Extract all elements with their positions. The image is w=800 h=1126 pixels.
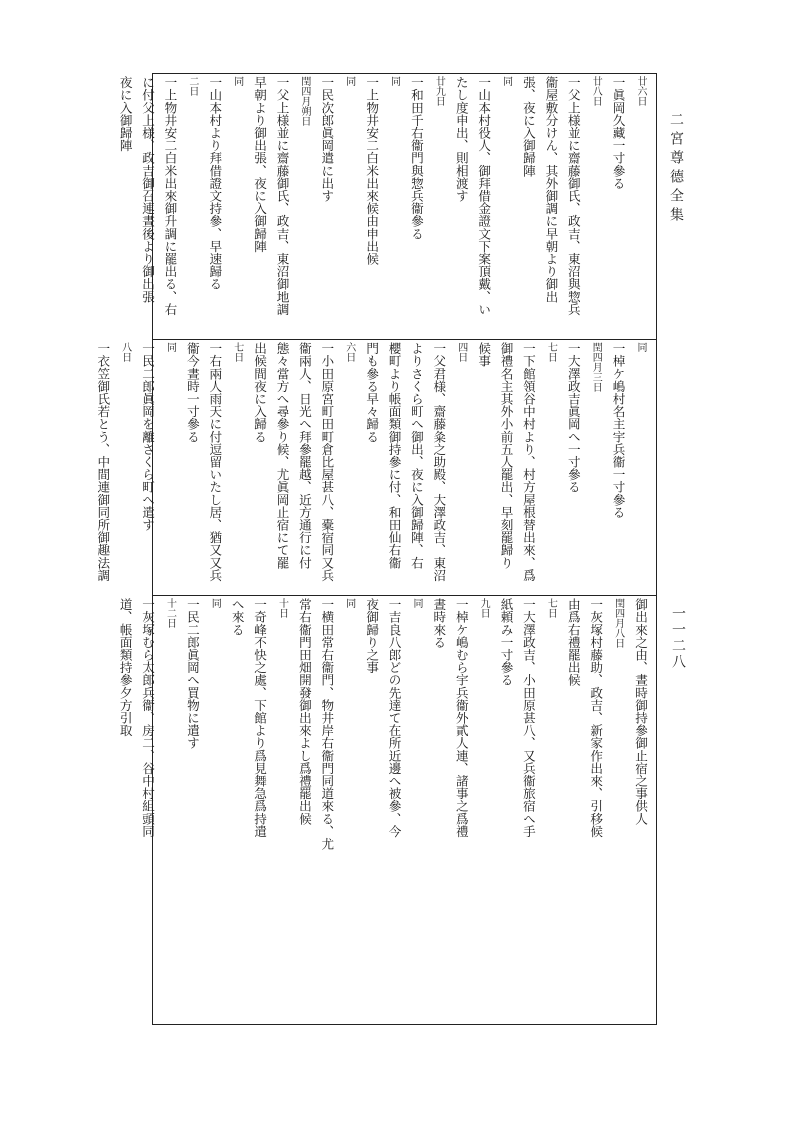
text-line: 一横田常右衞門、物井岸右衞門同道來る、尤 [319, 598, 335, 850]
text-line: 張、夜に入御歸陣 [520, 76, 536, 177]
text-line: よりさくら町へ御出、夜に入御歸陣、右 [408, 342, 424, 569]
text-line: 一下館領谷中村より、村方屋根替出來、爲 [520, 342, 536, 582]
text-line: 一山本村より拜借證文持參、早速歸る [207, 76, 223, 291]
text-line: 衞今晝時一寸參る [184, 342, 200, 443]
date-label: 同 [209, 598, 221, 608]
date-label: 九日 [478, 598, 490, 618]
text-line: 一灰塚むら太郎兵衞、房二、谷中村組頭同 [140, 598, 156, 838]
band-divider-2 [152, 595, 657, 596]
text-line: 夜御歸り之事 [364, 598, 380, 674]
text-line: 候事 [476, 342, 492, 368]
text-line: 一和田千右衞門與惣兵衞參る [408, 76, 424, 240]
text-line: 一民次郎眞岡遣に出す [319, 76, 335, 202]
book-title: 二宮尊德全集 [668, 112, 684, 226]
text-line: 一上物井安二白米出來御升調に罷出る、右 [162, 76, 178, 316]
text-line: 早朝より御出張、夜に入御歸陣 [252, 76, 268, 253]
text-line: 一山本村役人、御拜借金證文下案頂戴、い [476, 76, 492, 316]
date-label: 同 [231, 76, 243, 86]
date-label: 同 [635, 342, 646, 352]
text-line: 紙頼み一寸參る [498, 598, 514, 687]
text-line: へ來る [229, 598, 245, 636]
date-label: 十日 [276, 598, 288, 618]
text-line: 出候間夜に入歸る [252, 342, 268, 443]
text-line: 一眞岡久藏一寸參る [610, 76, 626, 190]
text-band-top [117, 76, 655, 337]
text-line: 一大澤政吉眞岡へ一寸參る [565, 342, 581, 494]
date-label: 同 [343, 598, 355, 608]
text-line: 一奇峰不快之處、下館より爲見舞急爲持遣 [252, 598, 268, 838]
date-label: 十二日 [164, 598, 176, 628]
text-line: 晝時來る [431, 598, 447, 649]
date-label: 同 [410, 598, 422, 608]
text-line: 門も參る早々歸る [364, 342, 380, 443]
date-label: 七日 [231, 342, 243, 362]
text-line: 一衣笠御氏若とう、中間連御同所御趣法調 [95, 342, 111, 582]
date-label: 二日 [186, 76, 198, 96]
text-line: 衞屋敷分けん、其外御調に早朝より御出 [543, 76, 559, 303]
text-line: に付父上様、政吉御召連晝後より御出張 [140, 76, 156, 303]
date-label: 閏四月三日 [590, 342, 602, 392]
text-line: 御禮名主其外小前五人罷出、早刻罷歸り [498, 342, 514, 569]
text-line: 一灰塚村藤助、政吉、新家作出來、引移候 [588, 598, 604, 838]
text-line: 一棹ケ嶋むら宇兵衞外貳人連、諸事之爲禮 [453, 598, 469, 838]
text-line: 一右兩人雨天に付逗留いたし居、猶又又兵 [207, 342, 223, 582]
text-line: 一吉良八郎どの先達て在所近邊へ被參、今 [386, 598, 402, 838]
date-label: 六日 [343, 342, 355, 362]
date-label: 四日 [455, 342, 467, 362]
date-label: 閏四月朔日 [298, 76, 310, 126]
text-line: 一大澤政吉、小田原甚八、又兵衞旅宿へ手 [520, 598, 536, 838]
date-label: 八日 [119, 342, 131, 362]
text-line: 夜に入御歸陣 [117, 76, 133, 152]
date-label: 同 [500, 76, 512, 86]
text-band-bottom [117, 598, 655, 1023]
band-divider-1 [152, 339, 657, 340]
date-label: 同 [388, 76, 400, 86]
date-label: 閏四月八日 [612, 598, 624, 648]
date-label: 同 [164, 342, 176, 352]
text-line: 一民二郎眞岡を離さくら町へ遣す [140, 342, 156, 531]
date-label: 廿八日 [590, 76, 602, 106]
text-line: 一父君様、齋藤粂之助殿、大澤政吉、東沼 [431, 342, 447, 582]
text-line: 常右衞門田畑開發御出來よし爲禮罷出候 [296, 598, 312, 825]
date-label: 七日 [545, 598, 557, 618]
text-line: 一上物井安二白米出來候由申出候 [364, 76, 380, 265]
text-line: 一棹ケ嶋村名主宇兵衞一寸參る [610, 342, 626, 519]
text-line: 衞兩人、日光へ拜參罷越、近方通行に付 [296, 342, 312, 569]
text-line: 櫻町より帳面類御持參に付、和田仙右衞 [386, 342, 402, 569]
text-line: 一父上様並に齋藤御氏、政吉、東沼御地調 [274, 76, 290, 316]
date-label: 廿九日 [433, 76, 445, 106]
text-line: 態々當方へ尋參り候、尤眞岡止宿にて罷 [274, 342, 290, 569]
text-line: 一民二郎眞岡へ買物に遣す [184, 598, 200, 750]
date-label: 七日 [545, 342, 557, 362]
date-label: 同 [343, 76, 355, 86]
text-line: 一小田原宮町田町倉比屋甚八、橐宿同又兵 [319, 342, 335, 582]
text-line: たし度申出、則相渡す [453, 76, 469, 202]
text-line: 御出來之由、晝時御持參御止宿之事供人 [633, 598, 648, 825]
page-number: 一一二八 [670, 606, 686, 670]
text-line: 一父上様並に齋藤御氏、政吉、東沼與惣兵 [565, 76, 581, 316]
text-line: 由爲右禮罷出候 [565, 598, 581, 687]
date-label: 廿六日 [635, 76, 646, 106]
text-line: 道、帳面類持參夕方引取 [117, 598, 133, 737]
text-band-middle [95, 342, 655, 593]
